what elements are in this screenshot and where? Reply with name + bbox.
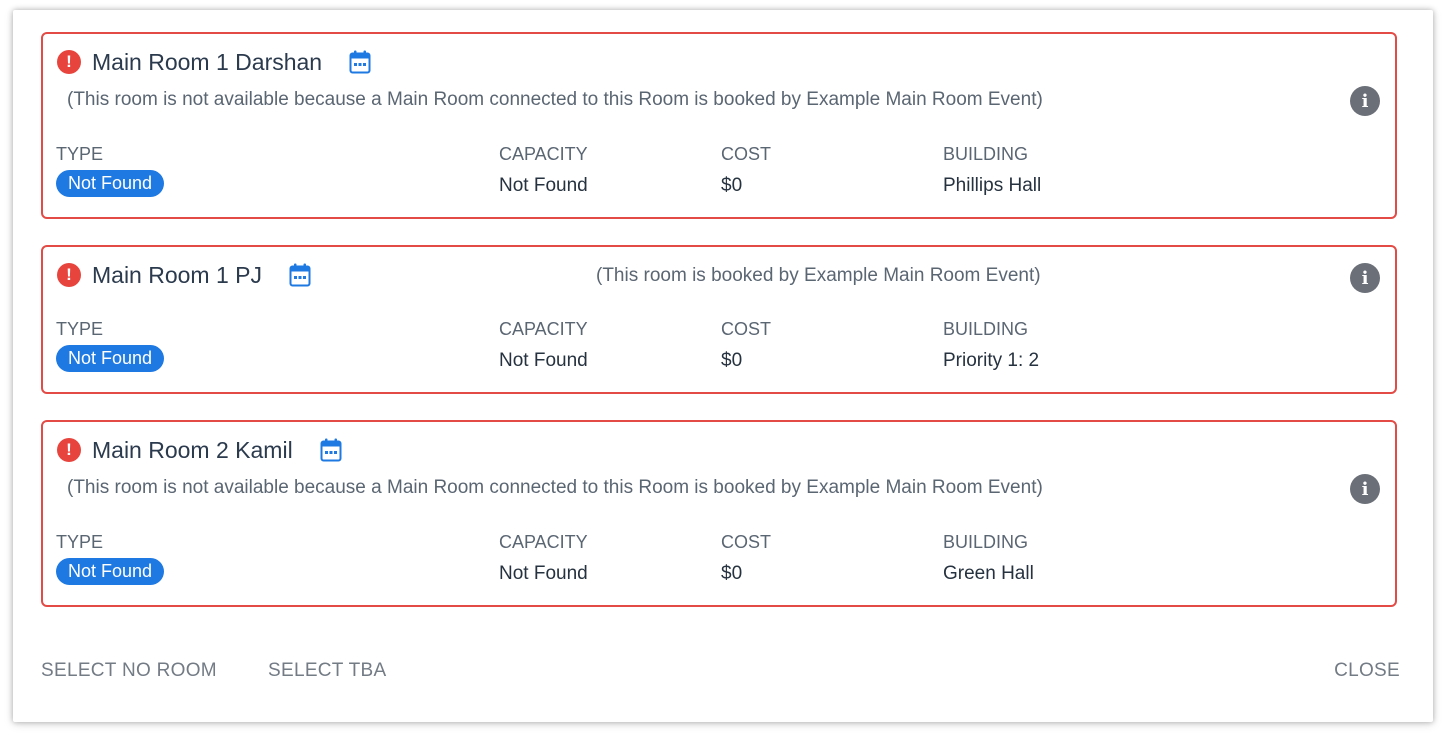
cost-label: COST bbox=[721, 319, 772, 339]
room-conflict-dialog bbox=[13, 10, 1433, 722]
cost-value: $0 bbox=[721, 175, 743, 196]
capacity-value: Not Found bbox=[499, 563, 588, 584]
building-value: Green Hall bbox=[943, 563, 1034, 584]
select-tba-button[interactable]: SELECT TBA bbox=[268, 660, 387, 681]
type-badge: Not Found bbox=[56, 558, 164, 585]
type-label: TYPE bbox=[56, 144, 104, 164]
room-name: Main Room 1 Darshan bbox=[92, 48, 323, 75]
capacity-label: CAPACITY bbox=[499, 532, 588, 552]
info-icon[interactable]: i bbox=[1350, 474, 1380, 504]
cost-label: COST bbox=[721, 144, 772, 164]
alert-icon: ! bbox=[57, 438, 81, 462]
capacity-value: Not Found bbox=[499, 175, 588, 196]
building-value: Phillips Hall bbox=[943, 175, 1042, 196]
availability-message: (This room is booked by Example Main Room Event) bbox=[596, 265, 1041, 286]
calendar-icon[interactable] bbox=[288, 263, 312, 287]
building-value: Priority 1: 2 bbox=[943, 350, 1040, 371]
room-card bbox=[41, 245, 1397, 394]
cost-value: $0 bbox=[721, 563, 743, 584]
close-button[interactable]: CLOSE bbox=[1334, 660, 1400, 681]
room-title-row bbox=[57, 261, 312, 289]
room-card bbox=[41, 32, 1397, 219]
calendar-icon[interactable] bbox=[319, 438, 343, 462]
room-name: Main Room 1 PJ bbox=[92, 261, 263, 288]
info-icon[interactable]: i bbox=[1350, 263, 1380, 293]
availability-message: (This room is not available because a Main Room connected to this Room is booked by Example Main Room Event) bbox=[67, 477, 1043, 498]
cost-label: COST bbox=[721, 532, 772, 552]
availability-message: (This room is not available because a Main Room connected to this Room is booked by Example Main Room Event) bbox=[67, 89, 1043, 110]
alert-icon: ! bbox=[57, 50, 81, 74]
building-label: BUILDING bbox=[943, 532, 1029, 552]
select-no-room-button[interactable]: SELECT NO ROOM bbox=[41, 660, 217, 681]
room-card bbox=[41, 420, 1397, 607]
info-icon[interactable]: i bbox=[1350, 86, 1380, 116]
capacity-label: CAPACITY bbox=[499, 144, 588, 164]
type-badge: Not Found bbox=[56, 345, 164, 372]
calendar-icon[interactable] bbox=[348, 50, 372, 74]
type-label: TYPE bbox=[56, 532, 104, 552]
cost-value: $0 bbox=[721, 350, 743, 371]
type-label: TYPE bbox=[56, 319, 104, 339]
alert-icon: ! bbox=[57, 263, 81, 287]
building-label: BUILDING bbox=[943, 319, 1029, 339]
room-name: Main Room 2 Kamil bbox=[92, 436, 293, 463]
capacity-value: Not Found bbox=[499, 350, 588, 371]
type-badge: Not Found bbox=[56, 170, 164, 197]
room-title-row bbox=[57, 436, 343, 464]
building-label: BUILDING bbox=[943, 144, 1029, 164]
room-title-row bbox=[57, 48, 372, 76]
capacity-label: CAPACITY bbox=[499, 319, 588, 339]
